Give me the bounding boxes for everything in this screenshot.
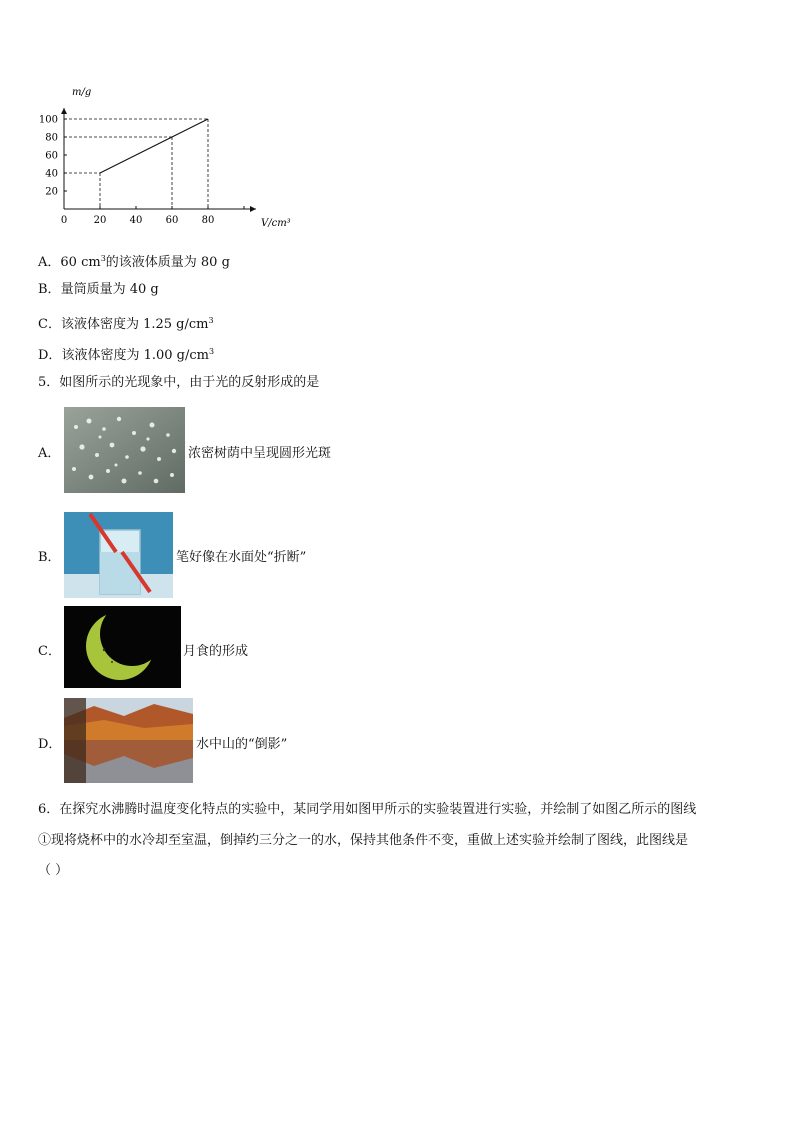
y-tick-label: 40 (45, 168, 58, 180)
chart-guide-lines (64, 119, 208, 209)
q5-option-c-letter: C． (38, 644, 61, 659)
q4-option-d (38, 343, 214, 365)
q5-option-d-caption: 水中山的“倒影” (196, 737, 288, 752)
option-text: 量筒质量为 40 g (60, 282, 159, 297)
option-letter: A． (38, 255, 61, 270)
y-tick-label: 20 (45, 186, 58, 198)
x-tick-label: 40 (129, 215, 143, 226)
y-axis-label: m/g (72, 87, 92, 98)
q5-option-d-letter: D． (38, 737, 62, 752)
q5-option-b-caption: 笔好像在水面处“折断” (176, 550, 307, 565)
x-axis-arrow (250, 206, 256, 212)
q6-stem-line-2: ①现将烧杯中的水冷却至室温，倒掉约三分之一的水，保持其他条件不变，重做上述实验并绘制了图线，此图线是 (38, 833, 689, 848)
q5-photo-mountain-reflection (64, 698, 193, 783)
option-text: 该液体密度为 1.00 g/cm (61, 348, 209, 363)
option-letter: D． (38, 348, 62, 363)
q5-option-a-letter: A． (38, 446, 61, 461)
q6-answer-bracket: （ ） (38, 863, 69, 878)
x-tick-label: 80 (201, 215, 215, 226)
q5-option-b-letter: B． (38, 550, 61, 565)
y-tick-label: 60 (45, 150, 58, 162)
q5-photo-pencil-in-water (64, 512, 173, 598)
chart-axes (61, 108, 256, 212)
q5-stem: 5．如图所示的光现象中，由于光的反射形成的是 (38, 375, 320, 390)
q5-photo-eclipse (64, 606, 181, 688)
series-line (100, 119, 208, 173)
x-tick-label: 20 (93, 215, 107, 226)
option-letter: B． (38, 282, 61, 297)
y-tick-label: 80 (45, 132, 58, 144)
q5-option-a-caption: 浓密树荫中呈现圆形光斑 (188, 446, 332, 461)
option-text: 该液体密度为 1.25 g/cm (60, 317, 209, 332)
option-superscript: 3 (100, 254, 106, 263)
q4-option-a (38, 250, 230, 272)
q6-stem-line-1: 6．在探究水沸腾时温度变化特点的实验中，某同学用如图甲所示的实验装置进行实验，并绘制了如图乙所示的图线 (38, 802, 697, 817)
option-superscript: 3 (208, 316, 214, 325)
q5-option-c-caption: 月食的形成 (183, 644, 249, 659)
q4-option-c (38, 312, 214, 334)
x-axis-label: V/cm³ (261, 218, 291, 229)
option-superscript: 3 (208, 347, 215, 356)
q5-photo-tree-shade-light-spots (64, 407, 185, 493)
mass-volume-graph (30, 80, 310, 235)
option-text: 60 cm (60, 255, 101, 270)
y-axis-arrow (61, 108, 67, 114)
x-tick-label: 60 (165, 215, 179, 226)
x-tick-label: 0 (60, 215, 68, 226)
y-tick-label: 100 (38, 114, 58, 126)
q4-option-b (38, 281, 159, 299)
option-text-suffix: 的该液体质量为 80 g (105, 255, 230, 270)
option-letter: C． (38, 317, 61, 332)
chart-series (100, 119, 208, 173)
